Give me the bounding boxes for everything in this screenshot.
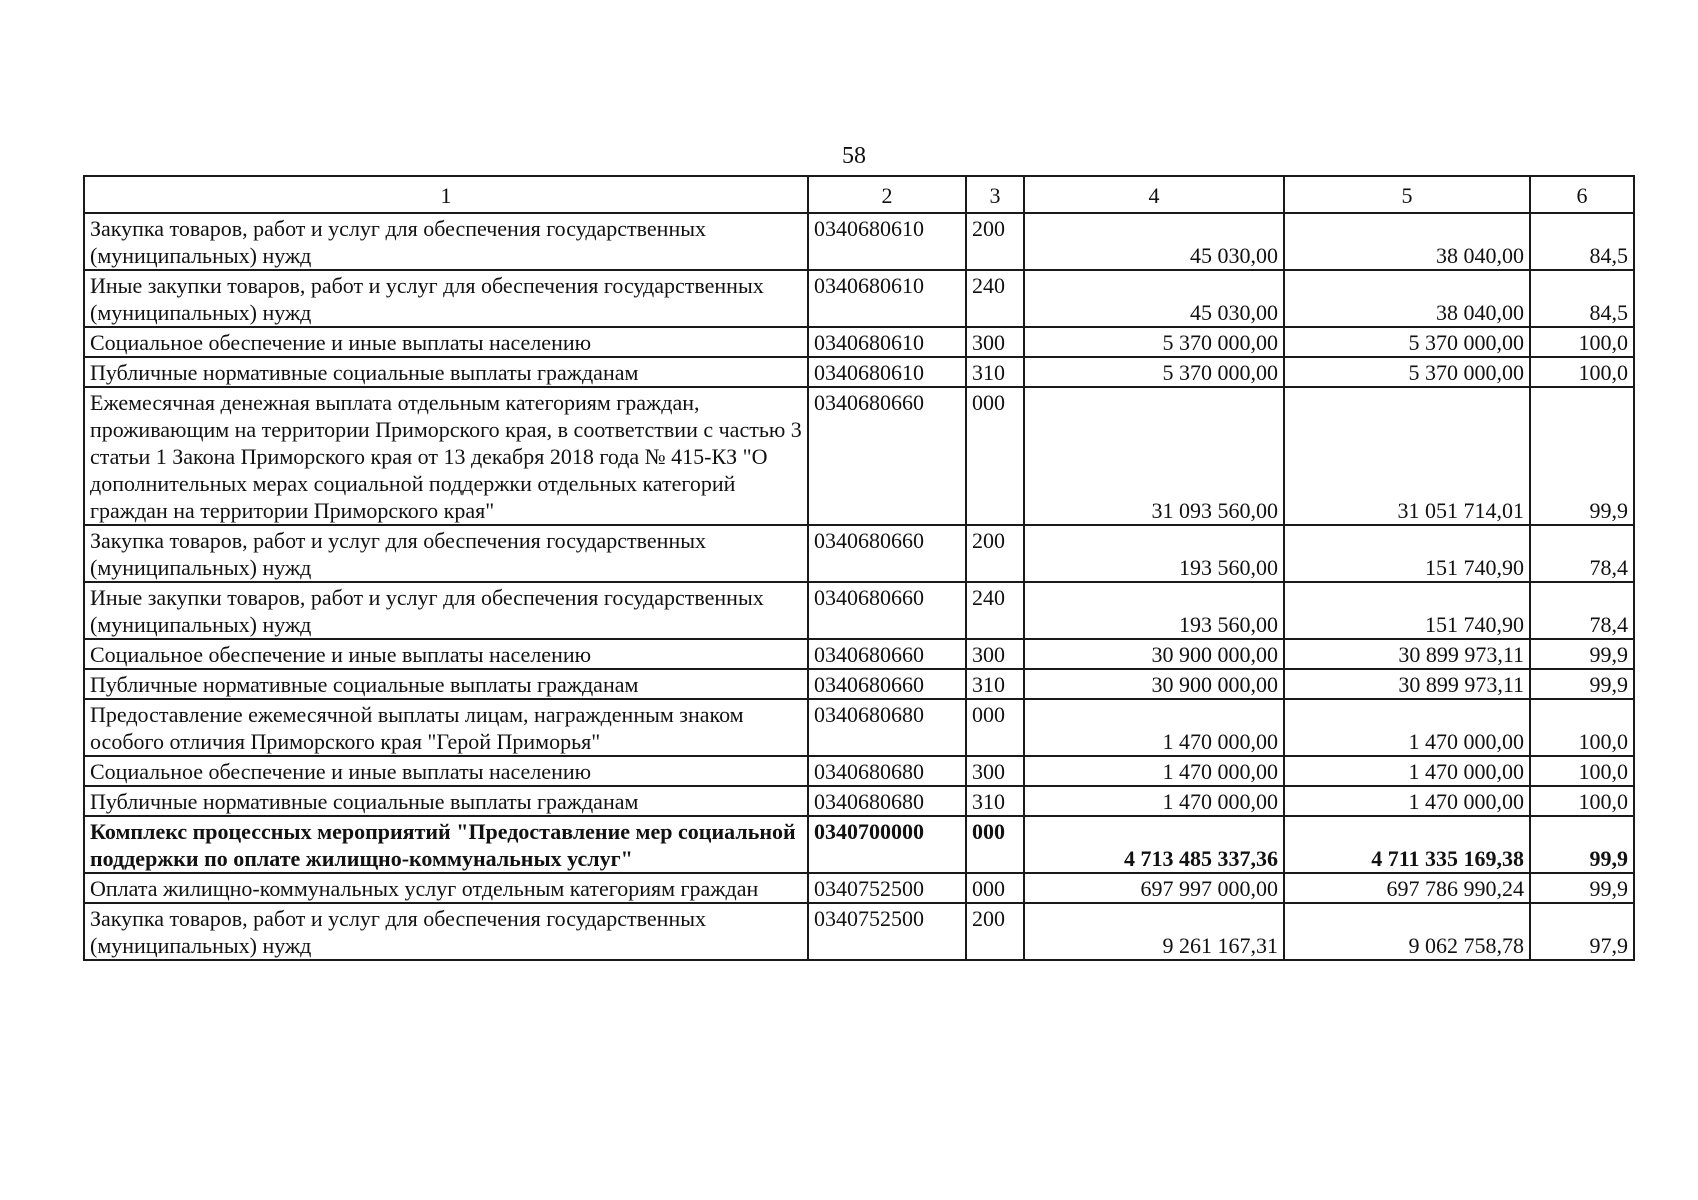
row-code-cell: 0340680680 <box>808 786 966 816</box>
table-row <box>84 213 1634 270</box>
table-header-row <box>84 176 1634 213</box>
row-name-cell: Закупка товаров, работ и услуг для обеспечения государственных (муниципальных) нужд <box>84 525 808 582</box>
row-execution-percent-cell: 84,5 <box>1530 213 1634 270</box>
row-code-cell: 0340680610 <box>808 357 966 387</box>
row-code-cell: 0340680660 <box>808 639 966 669</box>
row-execution-percent-cell: 78,4 <box>1530 582 1634 639</box>
row-actual-amount-cell: 9 062 758,78 <box>1284 903 1530 960</box>
row-name-cell: Ежемесячная денежная выплата отдельным категориям граждан, проживающим на территории Приморского края, в соответствии с частью 3 статьи 1 Закона Приморского края от 13 декабря 2018 года № 415-КЗ "О дополнительных мерах социальной поддержки отдельных категорий граждан на территории Приморского края" <box>84 387 808 525</box>
table-row <box>84 699 1634 756</box>
row-actual-amount-cell: 30 899 973,11 <box>1284 669 1530 699</box>
row-name-cell: Социальное обеспечение и иные выплаты населению <box>84 639 808 669</box>
row-planned-amount-cell: 30 900 000,00 <box>1024 669 1284 699</box>
table-row <box>84 873 1634 903</box>
row-code-cell: 0340680660 <box>808 582 966 639</box>
row-name-cell: Оплата жилищно-коммунальных услуг отдельным категориям граждан <box>84 873 808 903</box>
row-planned-amount-cell: 1 470 000,00 <box>1024 699 1284 756</box>
table-row <box>84 669 1634 699</box>
row-planned-amount-cell: 193 560,00 <box>1024 582 1284 639</box>
row-execution-percent-cell: 78,4 <box>1530 525 1634 582</box>
row-name-cell: Публичные нормативные социальные выплаты гражданам <box>84 786 808 816</box>
row-expense-type-cell: 300 <box>966 756 1024 786</box>
row-name-cell: Закупка товаров, работ и услуг для обеспечения государственных (муниципальных) нужд <box>84 903 808 960</box>
row-code-cell: 0340680660 <box>808 525 966 582</box>
row-expense-type-cell: 310 <box>966 786 1024 816</box>
row-actual-amount-cell: 30 899 973,11 <box>1284 639 1530 669</box>
row-planned-amount-cell: 697 997 000,00 <box>1024 873 1284 903</box>
row-name-cell: Социальное обеспечение и иные выплаты населению <box>84 327 808 357</box>
row-planned-amount-cell: 193 560,00 <box>1024 525 1284 582</box>
row-planned-amount-cell: 1 470 000,00 <box>1024 786 1284 816</box>
row-name-cell: Иные закупки товаров, работ и услуг для обеспечения государственных (муниципальных) нужд <box>84 582 808 639</box>
row-planned-amount-cell: 5 370 000,00 <box>1024 357 1284 387</box>
row-expense-type-cell: 200 <box>966 213 1024 270</box>
row-name-cell: Социальное обеспечение и иные выплаты населению <box>84 756 808 786</box>
row-code-cell: 0340700000 <box>808 816 966 873</box>
row-execution-percent-cell: 100,0 <box>1530 327 1634 357</box>
row-planned-amount-cell: 30 900 000,00 <box>1024 639 1284 669</box>
column-header-2: 2 <box>808 176 966 213</box>
row-code-cell: 0340680660 <box>808 669 966 699</box>
budget-table <box>83 175 1635 961</box>
row-actual-amount-cell: 1 470 000,00 <box>1284 786 1530 816</box>
row-execution-percent-cell: 99,9 <box>1530 387 1634 525</box>
row-execution-percent-cell: 97,9 <box>1530 903 1634 960</box>
row-name-cell: Публичные нормативные социальные выплаты гражданам <box>84 357 808 387</box>
row-execution-percent-cell: 99,9 <box>1530 816 1634 873</box>
table-row <box>84 756 1634 786</box>
row-planned-amount-cell: 9 261 167,31 <box>1024 903 1284 960</box>
row-actual-amount-cell: 38 040,00 <box>1284 213 1530 270</box>
row-expense-type-cell: 000 <box>966 816 1024 873</box>
row-code-cell: 0340680680 <box>808 699 966 756</box>
row-code-cell: 0340680660 <box>808 387 966 525</box>
row-expense-type-cell: 240 <box>966 582 1024 639</box>
column-header-3: 3 <box>966 176 1024 213</box>
column-header-4: 4 <box>1024 176 1284 213</box>
row-actual-amount-cell: 38 040,00 <box>1284 270 1530 327</box>
row-code-cell: 0340680610 <box>808 270 966 327</box>
table-row <box>84 786 1634 816</box>
row-execution-percent-cell: 100,0 <box>1530 357 1634 387</box>
row-expense-type-cell: 000 <box>966 699 1024 756</box>
row-execution-percent-cell: 99,9 <box>1530 669 1634 699</box>
page-number: 58 <box>842 143 866 169</box>
row-execution-percent-cell: 99,9 <box>1530 873 1634 903</box>
row-expense-type-cell: 000 <box>966 387 1024 525</box>
row-execution-percent-cell: 100,0 <box>1530 699 1634 756</box>
row-name-cell: Комплекс процессных мероприятий "Предоставление мер социальной поддержки по оплате жилищно-коммунальных услуг" <box>84 816 808 873</box>
table-row <box>84 903 1634 960</box>
row-planned-amount-cell: 31 093 560,00 <box>1024 387 1284 525</box>
table-row <box>84 387 1634 525</box>
row-planned-amount-cell: 5 370 000,00 <box>1024 327 1284 357</box>
row-planned-amount-cell: 4 713 485 337,36 <box>1024 816 1284 873</box>
row-actual-amount-cell: 151 740,90 <box>1284 582 1530 639</box>
column-header-1: 1 <box>84 176 808 213</box>
table-row <box>84 816 1634 873</box>
column-header-5: 5 <box>1284 176 1530 213</box>
row-execution-percent-cell: 100,0 <box>1530 786 1634 816</box>
row-expense-type-cell: 310 <box>966 669 1024 699</box>
row-actual-amount-cell: 697 786 990,24 <box>1284 873 1530 903</box>
row-name-cell: Закупка товаров, работ и услуг для обеспечения государственных (муниципальных) нужд <box>84 213 808 270</box>
row-code-cell: 0340752500 <box>808 903 966 960</box>
row-execution-percent-cell: 84,5 <box>1530 270 1634 327</box>
row-expense-type-cell: 200 <box>966 525 1024 582</box>
row-name-cell: Публичные нормативные социальные выплаты гражданам <box>84 669 808 699</box>
table-row <box>84 525 1634 582</box>
row-expense-type-cell: 300 <box>966 639 1024 669</box>
row-code-cell: 0340752500 <box>808 873 966 903</box>
row-actual-amount-cell: 151 740,90 <box>1284 525 1530 582</box>
row-actual-amount-cell: 1 470 000,00 <box>1284 756 1530 786</box>
row-expense-type-cell: 200 <box>966 903 1024 960</box>
row-code-cell: 0340680610 <box>808 213 966 270</box>
row-name-cell: Иные закупки товаров, работ и услуг для обеспечения государственных (муниципальных) нужд <box>84 270 808 327</box>
row-expense-type-cell: 240 <box>966 270 1024 327</box>
row-expense-type-cell: 300 <box>966 327 1024 357</box>
row-planned-amount-cell: 45 030,00 <box>1024 213 1284 270</box>
table-row <box>84 357 1634 387</box>
table-row <box>84 639 1634 669</box>
row-code-cell: 0340680610 <box>808 327 966 357</box>
row-expense-type-cell: 310 <box>966 357 1024 387</box>
table-row <box>84 582 1634 639</box>
table-row <box>84 270 1634 327</box>
row-actual-amount-cell: 4 711 335 169,38 <box>1284 816 1530 873</box>
row-actual-amount-cell: 5 370 000,00 <box>1284 357 1530 387</box>
row-actual-amount-cell: 31 051 714,01 <box>1284 387 1530 525</box>
row-execution-percent-cell: 100,0 <box>1530 756 1634 786</box>
table-row <box>84 327 1634 357</box>
row-actual-amount-cell: 1 470 000,00 <box>1284 699 1530 756</box>
row-expense-type-cell: 000 <box>966 873 1024 903</box>
row-name-cell: Предоставление ежемесячной выплаты лицам, награжденным знаком особого отличия Приморского края "Герой Приморья" <box>84 699 808 756</box>
row-code-cell: 0340680680 <box>808 756 966 786</box>
row-execution-percent-cell: 99,9 <box>1530 639 1634 669</box>
column-header-6: 6 <box>1530 176 1634 213</box>
row-planned-amount-cell: 1 470 000,00 <box>1024 756 1284 786</box>
row-actual-amount-cell: 5 370 000,00 <box>1284 327 1530 357</box>
row-planned-amount-cell: 45 030,00 <box>1024 270 1284 327</box>
